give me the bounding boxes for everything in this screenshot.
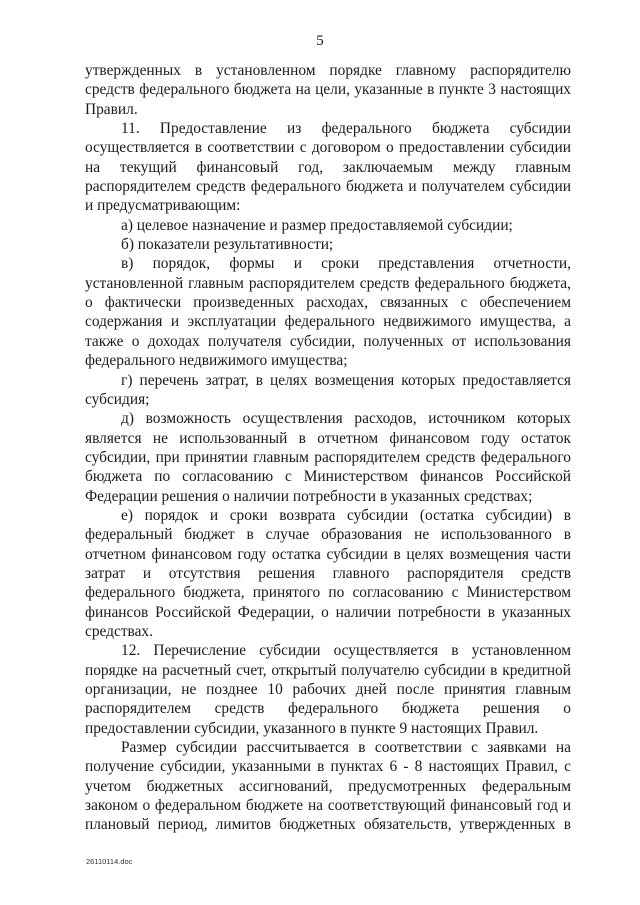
page-number: 5 <box>316 33 324 49</box>
document-body <box>85 61 571 835</box>
file-name-footer: 26110114.doc <box>86 857 133 866</box>
paragraph-continuation: утвержденных в установленном порядке главному распорядителю средств федерального бюджета на цели, указанные в пункте 3 настоящих Правил. <box>85 62 571 118</box>
subitem-e: е) порядок и сроки возврата субсидии (остатка субсидии) в федеральный бюджет в случае образования не использованного в отчетном финансовом году остатка субсидии в целях возмещения части затрат и отсутствия решения главного распорядителя средств федерального бюджета, принятого по согласованию с Министерством финансов Российской Федерации, о наличии потребности в указанных средствах. <box>85 506 571 640</box>
paragraph-11: 11. Предоставление из федерального бюджета субсидии осуществляется в соответствии с договором о предоставлении субсидии на текущий финансовый год, заключаемым между главным распорядителем средств федерального бюджета и получателем субсидии и предусматривающим: <box>85 120 571 215</box>
subitem-v: в) порядок, формы и сроки представления отчетности, установленной главным распорядителем средств федерального бюджета, о фактически произведенных расходах, связанных с обеспечением содержания и эксплуатации федерального недвижимого имущества, а также о доходах получателя субсидии, полученных от использования федерального недвижимого имущества; <box>85 255 571 370</box>
subitem-b: б) показатели результативности; <box>121 236 334 254</box>
paragraph-subsidy-size: Размер субсидии рассчитывается в соответствии с заявками на получение субсидии, указанными в пунктах 6 - 8 настоящих Правил, с учетом бюджетных ассигнований, предусмотренных федеральным законом о федеральном бюджете на соответствующий финансовый год и плановый период, лимитов бюджетных обязательств, утвержденных в <box>85 739 571 834</box>
subitem-d: д) возможность осуществления расходов, источником которых является не использованный в отчетном финансовом году остаток субсидии, при принятии главным распорядителем средств федерального бюджета по согласованию с Министерством финансов Российской Федерации решения о наличии потребности в указанных средствах; <box>85 410 571 505</box>
paragraph-12: 12. Перечисление субсидии осуществляется в установленном порядке на расчетный счет, открытый получателю субсидии в кредитной организации, не позднее 10 рабочих дней после принятия главным распорядителем средств федерального бюджета решения о предоставлении субсидии, указанного в пункте 9 настоящих Правил. <box>85 642 571 737</box>
subitem-a: а) целевое назначение и размер предоставляемой субсидии; <box>121 216 513 234</box>
subitem-g: г) перечень затрат, в целях возмещения которых предоставляется субсидия; <box>85 371 571 408</box>
